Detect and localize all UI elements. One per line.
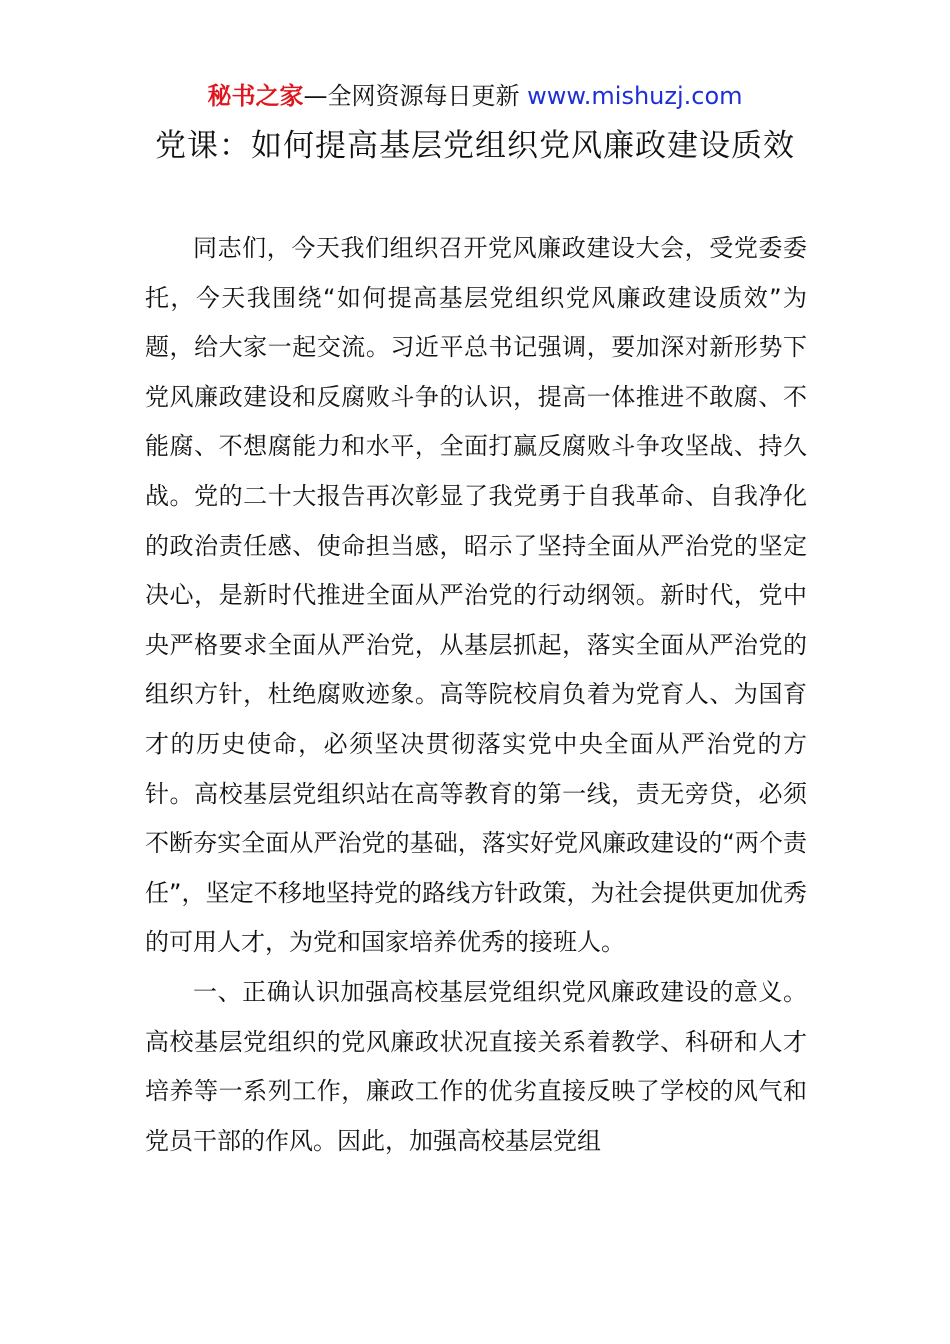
site-header: [0, 80, 950, 112]
body-paragraph: 一、正确认识加强高校基层党组织党风廉政建设的意义。高校基层党组织的党风廉政状况直接关系着教学、科研和人才培养等一系列工作，廉政工作的优劣直接反映了学校的风气和党员干部的作风。因此，加强高校基层党组: [145, 977, 807, 1155]
document-body: [145, 224, 807, 1166]
site-brand: 秘书之家: [207, 82, 304, 110]
site-tagline: —全网资源每日更新: [303, 82, 520, 110]
body-paragraph: 同志们，今天我们组织召开党风廉政建设大会，受党委委托，今天我围绕“如何提高基层党组织党风廉政建设质效”为题，给大家一起交流。习近平总书记强调，要加深对新形势下党风廉政建设和反腐败斗争的认识，提高一体推进不敢腐、不能腐、不想腐能力和水平，全面打赢反腐败斗争攻坚战、持久战。党的二十大报告再次彰显了我党勇于自我革命、自我净化的政治责任感、使命担当感，昭示了坚持全面从严治党的坚定决心，是新时代推进全面从严治党的行动纲领。新时代，党中央严格要求全面从严治党，从基层抓起，落实全面从严治党的组织方针，杜绝腐败迹象。高等院校肩负着为党育人、为国育才的历史使命，必须坚决贯彻落实党中央全面从严治党的方针。高校基层党组织站在高等教育的第一线，责无旁贷，必须不断夯实全面从严治党的基础，落实好党风廉政建设的“两个责任”，坚定不移地坚持党的路线方针政策，为社会提供更加优秀的可用人才，为党和国家培养优秀的接班人。: [145, 234, 807, 957]
site-url-link[interactable]: www.mishuzj.com: [527, 82, 743, 110]
document-title: 党课：如何提高基层党组织党风廉政建设质效: [155, 128, 795, 164]
